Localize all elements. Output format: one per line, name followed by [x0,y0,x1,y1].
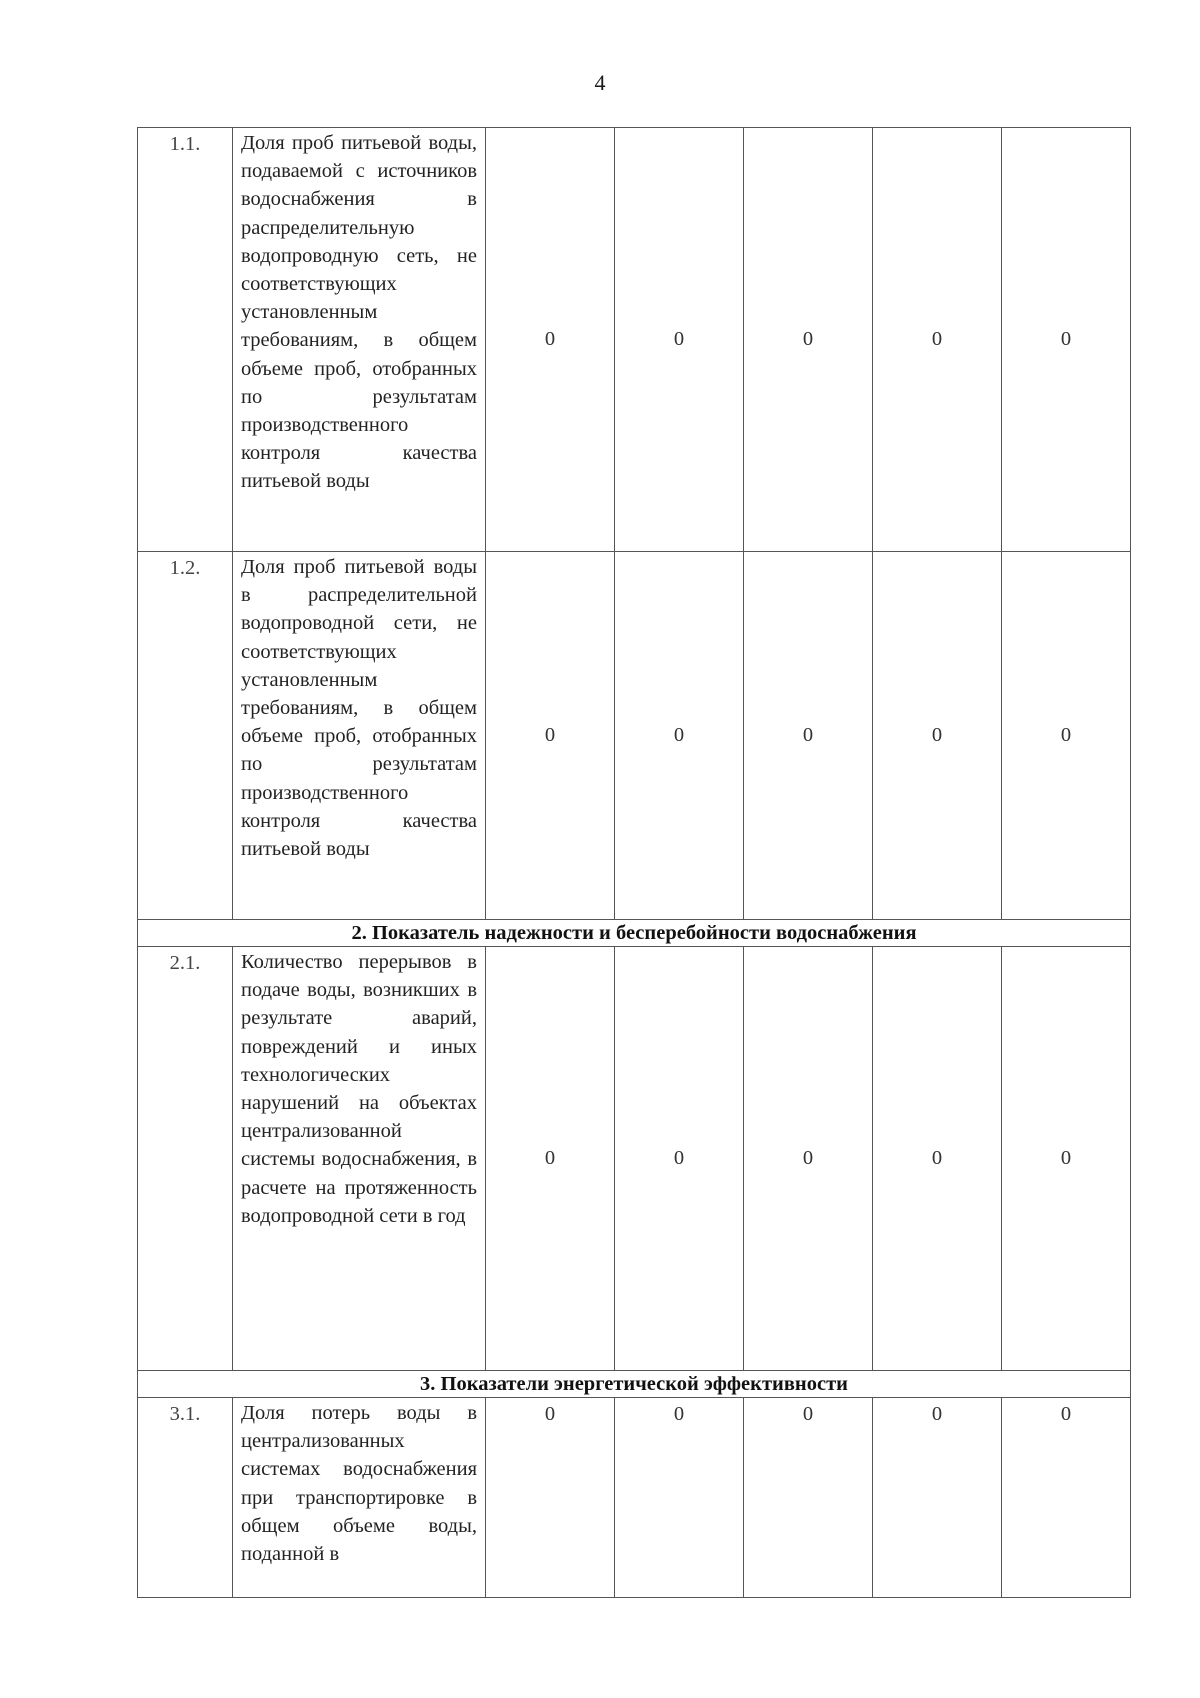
page-number: 4 [594,70,606,95]
section-title: 2. Показатель надежности и бесперебойности водоснабжения [138,920,1131,947]
row-number: 3.1. [138,1398,233,1598]
table-row [138,128,1131,552]
row-value: 0 [873,128,1002,552]
table-row [138,1398,1131,1598]
row-value: 0 [744,128,873,552]
row-value: 0 [615,1398,744,1598]
section-header [138,920,1131,947]
row-value: 0 [486,128,615,552]
section-title: 3. Показатели энергетической эффективности [138,1371,1131,1398]
row-value: 0 [1002,552,1131,920]
table-row [138,947,1131,1371]
row-value: 0 [615,947,744,1371]
row-description: Доля проб питьевой воды в распределительной водопроводной сети, не соответствующих установленным требованиям, в общем объеме проб, отобранных по результатам производственного контроля качества питьевой воды [233,552,486,920]
row-value: 0 [744,1398,873,1598]
table-row [138,552,1131,920]
row-value: 0 [744,552,873,920]
row-value: 0 [873,947,1002,1371]
row-value: 0 [1002,947,1131,1371]
row-value: 0 [873,1398,1002,1598]
row-value: 0 [615,128,744,552]
row-value: 0 [486,552,615,920]
row-value: 0 [615,552,744,920]
row-number: 1.1. [138,128,233,552]
row-value: 0 [1002,1398,1131,1598]
row-value: 0 [744,947,873,1371]
row-description: Доля потерь воды в централизованных системах водоснабжения при транспортировке в общем объеме воды, поданной в [233,1398,486,1598]
row-value: 0 [486,1398,615,1598]
row-number: 1.2. [138,552,233,920]
row-description: Доля проб питьевой воды, подаваемой с источников водоснабжения в распределительную водопроводную сеть, не соответствующих установленным требованиям, в общем объеме проб, отобранных по результатам производственного контроля качества питьевой воды [233,128,486,552]
row-value: 0 [873,552,1002,920]
row-description: Количество перерывов в подаче воды, возникших в результате аварий, повреждений и иных технологических нарушений на объектах централизованной системы водоснабжения, в расчете на протяженность водопроводной сети в год [233,947,486,1371]
row-value: 0 [486,947,615,1371]
section-header [138,1371,1131,1398]
row-number: 2.1. [138,947,233,1371]
indicators-table [137,127,1131,1598]
row-value: 0 [1002,128,1131,552]
